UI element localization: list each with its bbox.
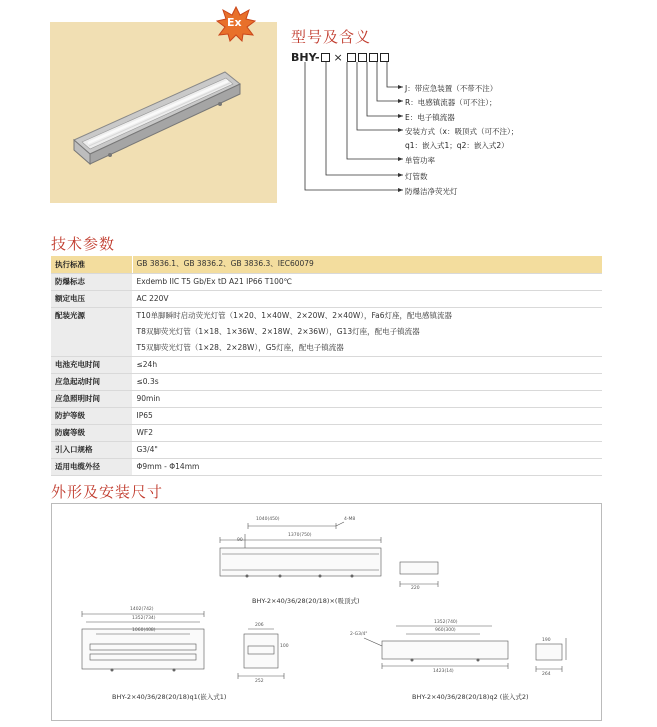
- dim-label: 190: [542, 638, 551, 643]
- dim-label: 1040(450): [256, 517, 280, 522]
- spec-value: 90min: [132, 390, 602, 407]
- spec-value: ≤24h: [132, 356, 602, 373]
- drawings-title: 外形及安装尺寸: [51, 483, 164, 501]
- caption-q2: BHY-2×40/36/28(20/18)q2 (嵌入式2): [412, 693, 529, 701]
- ex-badge-text: Ex: [227, 16, 242, 29]
- dim-label: 252: [255, 679, 264, 684]
- model-prefix: BHY-: [291, 51, 320, 64]
- spec-label: 防腐等级: [51, 424, 132, 441]
- spec-label: 应急照明时间: [51, 390, 132, 407]
- dimension-drawings: [51, 503, 602, 721]
- spec-label: 引入口规格: [51, 441, 132, 458]
- table-row: [51, 458, 602, 475]
- table-row: [51, 273, 602, 290]
- dim-label: 220: [411, 586, 420, 591]
- dim-label: 4-M8: [344, 517, 356, 522]
- legend-install-codes: q1：嵌入式1；q2：嵌入式2）: [405, 141, 509, 150]
- caption-q1: BHY-2×40/36/28(20/18)q1(嵌入式1): [112, 693, 227, 701]
- table-row: [51, 290, 602, 307]
- spec-value: T10单脚瞬时启动荧光灯管（1×20、1×40W、2×20W、2×40W），Fa6灯座，配电感镇流器 T8双脚荧光灯管（1×18、1×36W、2×18W、2×36W），G13灯座，配电子镇流器 T5双脚荧光灯管（1×28、2×28W），G5灯座，配电子镇流器: [132, 307, 602, 356]
- legend-tube-power: 单管功率: [405, 156, 435, 165]
- legend-electronic-ballast: E：电子镇流器: [405, 113, 455, 122]
- dim-label: 1352(734): [132, 616, 156, 621]
- dim-label: 960(300): [435, 628, 456, 633]
- spec-label: 防爆标志: [51, 273, 132, 290]
- spec-label: 适用电缆外径: [51, 458, 132, 475]
- legend-emergency: J：带应急装置（不带不注）: [405, 84, 498, 93]
- spec-label: 应急起动时间: [51, 373, 132, 390]
- technical-drawing: [52, 504, 603, 722]
- dim-label: 1370(750): [288, 533, 312, 538]
- dim-label: 1352(740): [434, 620, 458, 625]
- legend-install-mode: 安装方式（x：吸顶式（可不注）；: [405, 127, 519, 136]
- spec-value: GB 3836.1、GB 3836.2、GB 3836.3、IEC60079: [132, 256, 602, 273]
- model-times: ×: [333, 51, 343, 64]
- dim-label: 1423(14): [433, 669, 454, 674]
- spec-value: G3/4": [132, 441, 602, 458]
- table-row: [51, 407, 602, 424]
- specs-table: [51, 256, 602, 476]
- spec-value: Exdemb IIC T5 Gb/Ex tD A21 IP66 T100℃: [132, 273, 602, 290]
- legend-product-name: 防爆洁净荧光灯: [405, 187, 458, 196]
- dim-label: 264: [542, 672, 551, 677]
- table-row: [51, 424, 602, 441]
- table-row: [51, 373, 602, 390]
- spec-label: 电池充电时间: [51, 356, 132, 373]
- model-title: 型号及含义: [291, 28, 372, 46]
- dim-label: 90: [237, 538, 243, 543]
- table-row: [51, 307, 602, 356]
- spec-value: IP65: [132, 407, 602, 424]
- spec-value: Φ9mm - Φ14mm: [132, 458, 602, 475]
- spec-label: 额定电压: [51, 290, 132, 307]
- spec-label: 执行标准: [51, 256, 132, 273]
- table-row: [51, 390, 602, 407]
- table-row: [51, 441, 602, 458]
- caption-ceiling: BHY-2×40/36/28(20/18)×(吸顶式): [252, 597, 360, 605]
- spec-label: 配装光源: [51, 307, 132, 356]
- legend-inductive-ballast: R：电感镇流器（可不注）；: [405, 98, 497, 107]
- dim-label: 1402(742): [130, 607, 154, 612]
- spec-label: 防护等级: [51, 407, 132, 424]
- spec-value: WF2: [132, 424, 602, 441]
- dim-label: 100: [280, 644, 289, 649]
- dim-label: 1060(408): [132, 628, 156, 633]
- table-row: [51, 356, 602, 373]
- model-code-leader-lines: [0, 0, 657, 210]
- table-row: [51, 256, 602, 273]
- specs-title: 技术参数: [51, 235, 116, 253]
- spec-value: AC 220V: [132, 290, 602, 307]
- dim-label: 2-G3/4": [350, 632, 368, 637]
- dim-label: 206: [255, 623, 264, 628]
- legend-tube-count: 灯管数: [405, 172, 428, 181]
- spec-value: ≤0.3s: [132, 373, 602, 390]
